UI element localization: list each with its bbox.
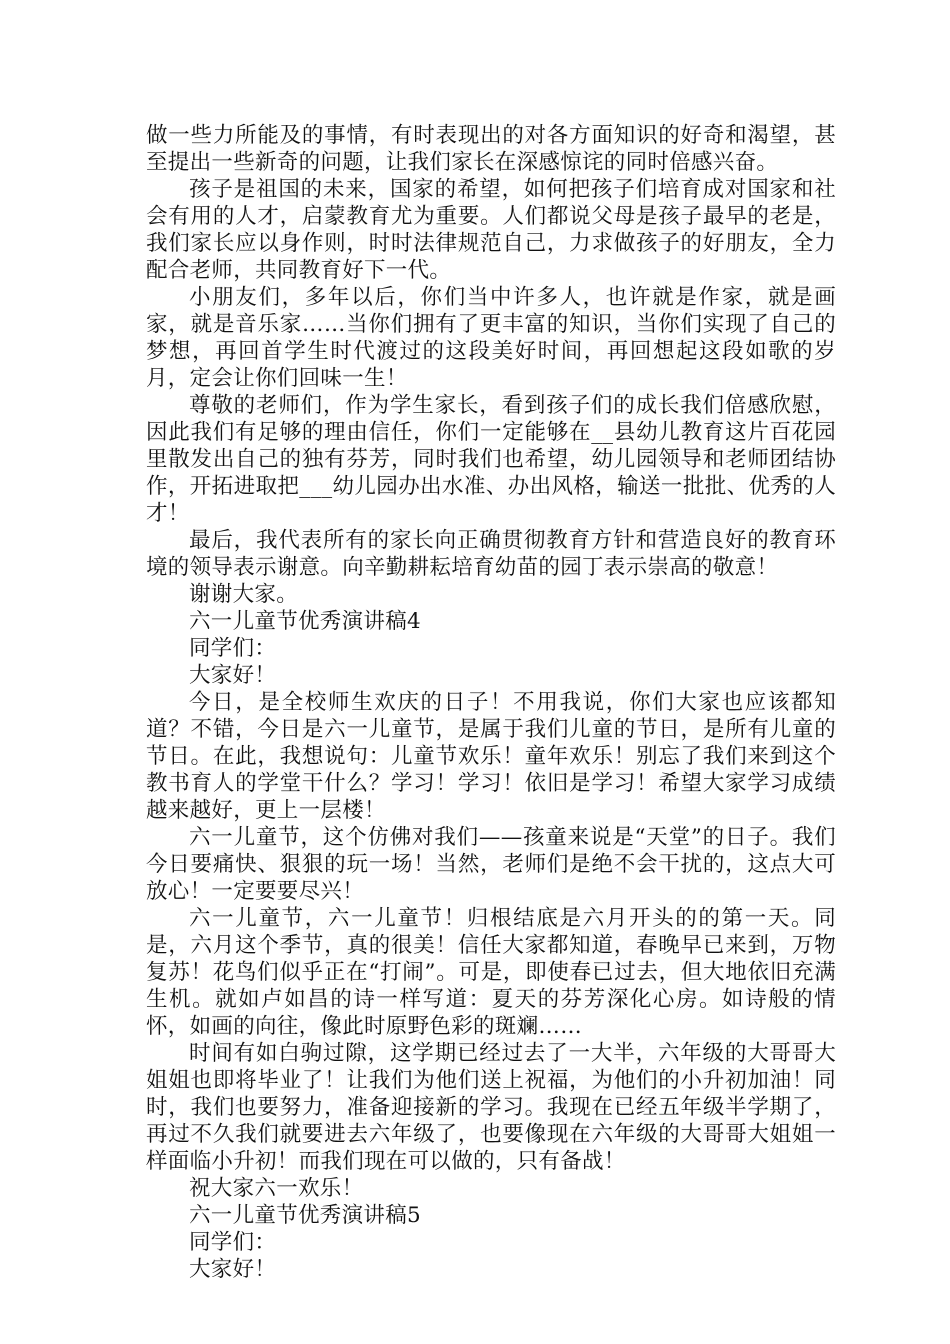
- greeting-hello: 大家好！: [189, 663, 277, 688]
- paragraph-june-beauty: 六一儿童节，六一儿童节！归根结底是六月开头的的第一天。同是，六月这个季节，真的很美！信任大家都知道，春晚早已来到，万物复苏！花鸟们似乎正在“打闹”。可是，即使春已过去，但大地依旧充满生机。就如卢如昌的诗一样写道：夏天的芬芳深化心房。如诗般的情怀，如画的向往，像此时原野色彩的斑斓……: [146, 906, 836, 1039]
- document-page: [146, 122, 836, 1283]
- paragraph-teachers-trust: 尊敬的老师们，作为学生家长，看到孩子们的成长我们倍感欣慰，因此我们有足够的理由信任，你们一定能够在__县幼儿教育这片百花园里散发出自己的独有芬芳，同时我们也希望，幼儿园领导和老师团结协作，开拓进取把___幼儿园办出水准、办出风格，输送一批批、优秀的人才！: [146, 393, 836, 526]
- paragraph-continuation: 做一些力所能及的事情，有时表现出的对各方面知识的好奇和渴望，甚至提出一些新奇的问题，让我们家长在深感惊诧的同时倍感兴奋。: [146, 123, 836, 175]
- paragraph-wishes: 祝大家六一欢乐！: [189, 1176, 364, 1201]
- paragraph-celebration-day: 今日，是全校师生欢庆的日子！不用我说，你们大家也应该都知道？不错，今日是六一儿童节，是属于我们儿童的节日，是所有儿童的节日。在此，我想说句：儿童节欢乐！童年欢乐！别忘了我们来到这个教书育人的学堂干什么？学习！学习！依旧是学习！希望大家学习成绩越来越好，更上一层楼！: [146, 690, 836, 823]
- paragraph-thank-you: 谢谢大家。: [189, 582, 299, 607]
- paragraph-time-flies: 时间有如白驹过隙，这学期已经过去了一大半，六年级的大哥哥大姐姐也即将毕业了！让我们为他们送上祝福，为他们的小升初加油！同时，我们也要努力，准备迎接新的学习。我现在已经五年级半学期了，再过不久我们就要进去六年级了，也要像现在六年级的大哥哥大姐姐一样面临小升初！而我们现在可以做的，只有备战！: [146, 1041, 836, 1174]
- greeting-hello-2: 大家好！: [189, 1257, 277, 1282]
- paragraph-heaven-day: 六一儿童节，这个仿佛对我们——孩童来说是“天堂”的日子。我们今日要痛快、狠狠的玩一场！当然，老师们是绝不会干扰的，这点大可放心！一定要要尽兴！: [146, 825, 836, 904]
- paragraph-closing-thanks: 最后，我代表所有的家长向正确贯彻教育方针和营造良好的教育环境的领导表示谢意。向辛勤耕耘培育幼苗的园丁表示崇高的敬意！: [146, 528, 836, 580]
- salutation-classmates: 同学们：: [189, 636, 277, 661]
- salutation-classmates-2: 同学们：: [189, 1230, 277, 1255]
- paragraph-children-future: 孩子是祖国的未来，国家的希望，如何把孩子们培育成对国家和社会有用的人才，启蒙教育尤为重要。人们都说父母是孩子最早的老是，我们家长应以身作则，时时法律规范自己，力求做孩子的好朋友，全力配合老师，共同教育好下一代。: [146, 177, 836, 283]
- paragraph-kids-dreams: 小朋友们，多年以后，你们当中许多人，也许就是作家，就是画家，就是音乐家……当你们拥有了更丰富的知识，当你们实现了自己的梦想，再回首学生时代渡过的这段美好时间，再回想起这段如歌的岁月，定会让你们回味一生！: [146, 285, 836, 391]
- section-heading-speech-5: 六一儿童节优秀演讲稿5: [189, 1203, 421, 1228]
- section-heading-speech-4: 六一儿童节优秀演讲稿4: [189, 609, 421, 634]
